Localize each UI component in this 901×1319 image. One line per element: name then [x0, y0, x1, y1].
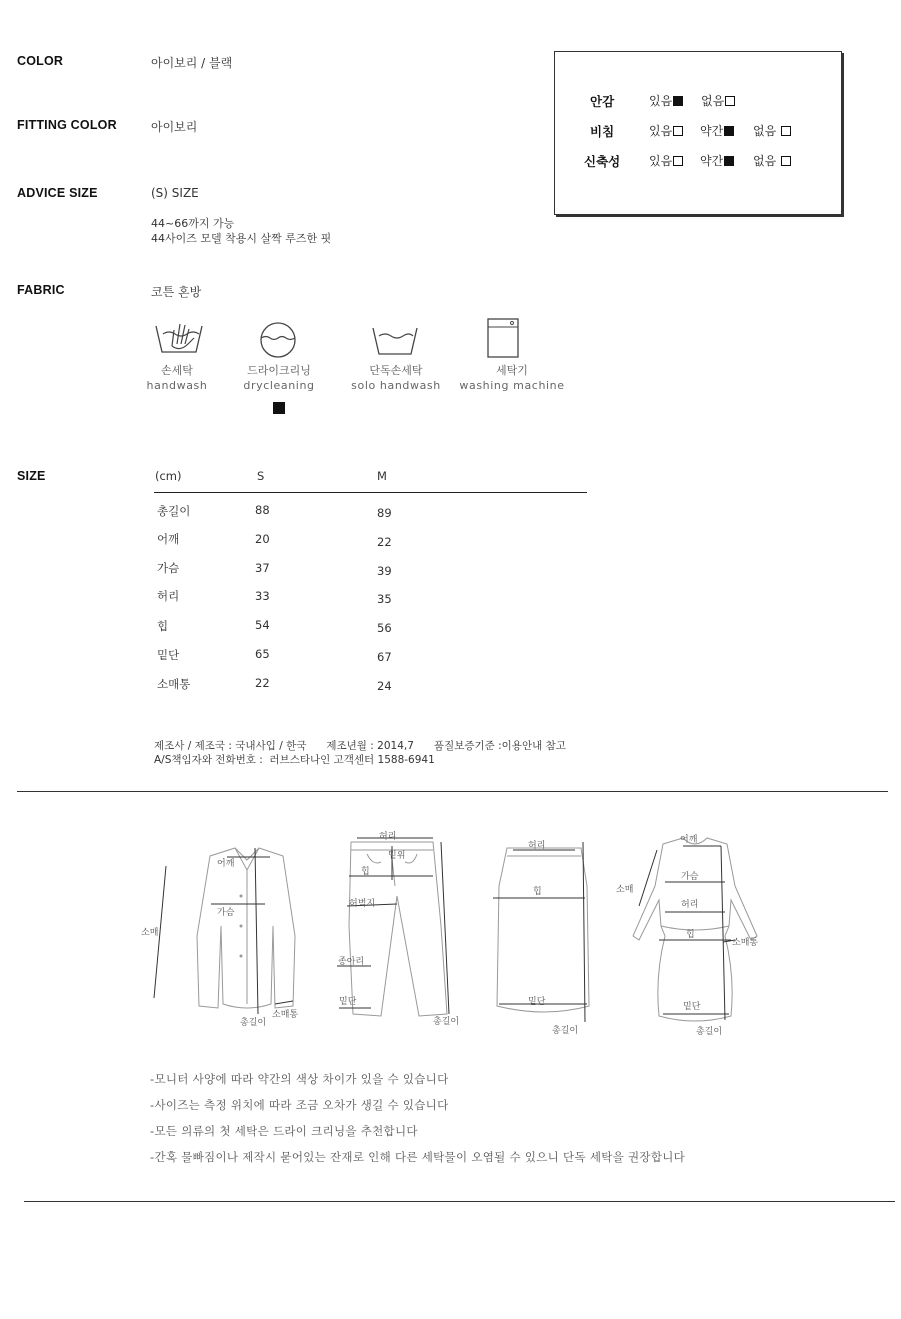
checkbox-empty-icon — [725, 96, 735, 106]
section-divider — [17, 791, 888, 792]
size-header-unit: (cm) — [155, 469, 182, 483]
lining-label: 안감 — [590, 94, 615, 109]
size-header-m: M — [377, 469, 387, 483]
fabric-label: FABRIC — [17, 283, 65, 297]
solo-handwash-icon — [369, 320, 421, 358]
table-cell-m: 89 — [377, 506, 392, 520]
sheer-option-yes: 있음 — [649, 122, 683, 139]
dress-hem-label: 밑단 — [683, 1002, 701, 1012]
shirt-chest-label: 가슴 — [217, 908, 235, 918]
checkbox-empty-icon — [781, 156, 791, 166]
shirt-total-label: 총길이 — [240, 1018, 267, 1028]
note-color-difference: -모니터 사양에 따라 약간의 색상 차이가 있을 수 있습니다 — [150, 1072, 449, 1086]
table-cell-m: 56 — [377, 621, 392, 635]
table-cell-m: 67 — [377, 650, 392, 664]
care-solo-handwash-ko: 단독손세탁 — [369, 364, 423, 377]
care-handwash-ko: 손세탁 — [161, 364, 193, 377]
care-drycleaning-ko: 드라이크리닝 — [247, 364, 311, 377]
sheer-label: 비침 — [590, 124, 615, 139]
checkbox-empty-icon — [673, 126, 683, 136]
color-label: COLOR — [17, 54, 64, 68]
checkbox-empty-icon — [673, 156, 683, 166]
stretch-option-slight: 약간 — [700, 152, 734, 169]
care-washing-machine-en: washing machine — [459, 379, 565, 392]
table-cell-m: 39 — [377, 564, 392, 578]
measurement-diagrams — [135, 826, 775, 1041]
table-cell-m: 24 — [377, 679, 392, 693]
skirt-hem-label: 밑단 — [528, 997, 546, 1007]
table-cell-m: 35 — [377, 592, 392, 606]
stretch-label: 신축성 — [584, 154, 621, 169]
dress-total-label: 총길이 — [696, 1027, 723, 1037]
manufacturer-info: 제조사 / 제조국 : 국내사입 / 한국 제조년월 : 2014,7 품질보증기준 :이용안내 참고 — [154, 740, 566, 752]
dress-chest-label: 가슴 — [681, 872, 699, 882]
size-header-s: S — [257, 469, 265, 483]
care-solo-handwash-en: solo handwash — [351, 379, 441, 392]
handwash-icon — [150, 316, 210, 358]
size-label: SIZE — [17, 469, 46, 483]
table-row-label: 힙 — [157, 619, 169, 633]
sheer-option-no: 없음 — [753, 122, 791, 139]
footer-divider — [24, 1201, 895, 1202]
pants-rise-label: 밑위 — [388, 851, 406, 861]
table-row-label: 가슴 — [157, 561, 180, 575]
note-size-tolerance: -사이즈는 측정 위치에 따라 조금 오차가 생길 수 있습니다 — [150, 1098, 449, 1112]
table-cell-m: 22 — [377, 535, 392, 549]
note-dry-clean: -모든 의류의 첫 세탁은 드라이 크리닝을 추천합니다 — [150, 1124, 418, 1138]
table-cell-s: 54 — [255, 618, 270, 632]
fitting-color-label: FITTING COLOR — [17, 118, 117, 132]
skirt-hip-label: 힙 — [533, 887, 542, 897]
table-row-label: 허리 — [157, 589, 180, 603]
property-box — [554, 51, 842, 215]
dress-waist-label: 허리 — [681, 900, 699, 910]
skirt-waist-label: 허리 — [528, 841, 546, 851]
pants-hip-label: 힙 — [361, 867, 370, 877]
lining-option-yes: 있음 — [649, 92, 683, 109]
table-cell-s: 22 — [255, 676, 270, 690]
stretch-option-yes: 있음 — [649, 152, 683, 169]
stretch-option-no: 없음 — [753, 152, 791, 169]
size-table-divider — [154, 492, 587, 493]
skirt-diagram — [497, 848, 589, 1012]
table-row-label: 총길이 — [157, 504, 191, 518]
sheer-option-slight: 약간 — [700, 122, 734, 139]
shirt-sleeve-label: 소매 — [141, 928, 159, 938]
table-row-label: 어깨 — [157, 532, 180, 546]
as-contact-info: A/S책임자와 전화번호 : 러브스타나인 고객센터 1588-6941 — [154, 754, 435, 766]
shirt-cuff-label: 소매통 — [272, 1010, 299, 1020]
table-cell-s: 65 — [255, 647, 270, 661]
pants-knee-label: 종아리 — [338, 957, 365, 967]
table-cell-s: 20 — [255, 532, 270, 546]
drycleaning-selected-marker — [273, 402, 285, 414]
table-row-label: 소매통 — [157, 677, 191, 691]
checkbox-checked-icon — [673, 96, 683, 106]
note-separate-wash: -간혹 물빠짐이나 제작시 묻어있는 잔재로 인해 다른 세탁물이 오염될 수 있으니 단독 세탁을 권장합니다 — [150, 1150, 686, 1164]
shirt-shoulder-label: 어깨 — [217, 859, 235, 869]
table-cell-s: 88 — [255, 503, 270, 517]
care-drycleaning-en: drycleaning — [243, 379, 315, 392]
shirt-diagram — [197, 848, 295, 1008]
pants-waist-label: 허리 — [379, 832, 397, 842]
table-cell-s: 37 — [255, 561, 270, 575]
pants-hem-label: 밑단 — [339, 997, 357, 1007]
advice-note-range: 44~66까지 가능 — [151, 217, 235, 230]
advice-note-fit: 44사이즈 모델 착용시 살짝 루즈한 핏 — [151, 232, 332, 245]
checkbox-checked-icon — [724, 126, 734, 136]
lining-option-no: 없음 — [701, 92, 735, 109]
pants-total-label: 총길이 — [433, 1017, 460, 1027]
advice-size-value: (S) SIZE — [151, 186, 199, 200]
dress-sleeve-label: 소매 — [616, 885, 634, 895]
drycleaning-icon — [257, 319, 299, 361]
fabric-value: 코튼 혼방 — [151, 285, 202, 299]
dress-cuff-label: 소매통 — [732, 938, 759, 948]
table-cell-s: 33 — [255, 589, 270, 603]
care-washing-machine-ko: 세탁기 — [496, 364, 528, 377]
table-row-label: 밑단 — [157, 648, 180, 662]
skirt-total-label: 총길이 — [552, 1026, 579, 1036]
washing-machine-icon — [485, 316, 521, 360]
dress-hip-label: 힙 — [686, 930, 695, 940]
checkbox-empty-icon — [781, 126, 791, 136]
color-value: 아이보리 / 블랙 — [151, 56, 233, 70]
advice-size-label: ADVICE SIZE — [17, 186, 98, 200]
checkbox-checked-icon — [724, 156, 734, 166]
fitting-color-value: 아이보리 — [151, 120, 198, 134]
pants-thigh-label: 허벅지 — [349, 899, 376, 909]
care-handwash-en: handwash — [146, 379, 208, 392]
dress-shoulder-label: 어깨 — [680, 835, 698, 845]
